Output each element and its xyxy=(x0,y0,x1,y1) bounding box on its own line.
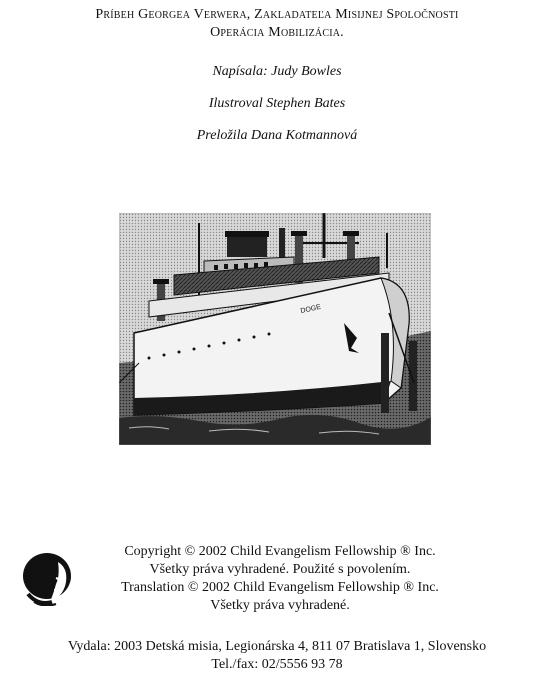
translation-copyright-line: Translation © 2002 Child Evangelism Fellowship ® Inc. xyxy=(121,580,439,595)
book-title-line-1: Príbeh Georgea Verwera, Zakladateľa Misijnej Spoločnosti xyxy=(95,7,459,22)
publisher-phone: Tel./fax: 02/5556 93 78 xyxy=(211,657,343,672)
ship-name: DOGE xyxy=(299,303,322,315)
translator-credit: Preložila Dana Kotmannová xyxy=(196,128,358,143)
illustrator-credit: Ilustroval Stephen Bates xyxy=(208,96,346,111)
copyright-line-4: Všetky práva vyhradené. xyxy=(210,598,350,613)
child-profile-logo-icon xyxy=(20,550,74,606)
author-credit: Napísala: Judy Bowles xyxy=(212,64,342,79)
publisher-address: Vydala: 2003 Detská misia, Legionárska 4, 811 07 Bratislava 1, Slovensko xyxy=(67,639,487,654)
ship-illustration xyxy=(119,213,431,445)
book-title-line-2: Operácia Mobilizácia. xyxy=(210,25,344,40)
copyright-line-1: Copyright © 2002 Child Evangelism Fellowship ® Inc. xyxy=(124,544,436,559)
copyright-line-2: Všetky práva vyhradené. Použité s povolením. xyxy=(149,562,411,577)
